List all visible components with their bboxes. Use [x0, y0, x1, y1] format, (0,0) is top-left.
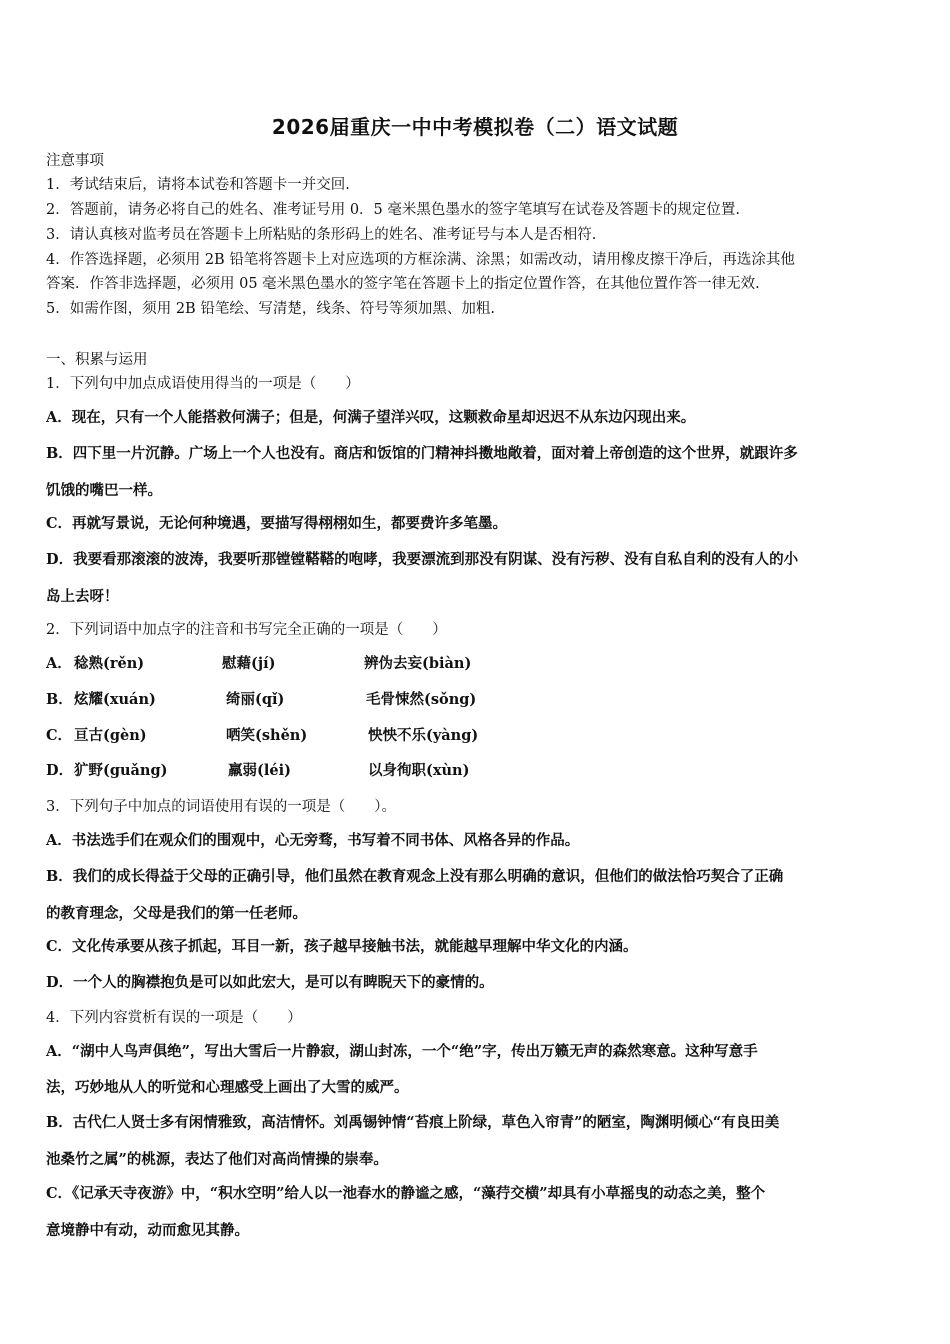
- option-word: 亘古(gèn): [74, 727, 147, 744]
- option-word: 犷野(guǎng): [74, 762, 168, 779]
- question-1-option-b-cont: 饥饿的嘴巴一样。: [46, 482, 162, 499]
- question-3-option-a: A．书法选手们在观众们的围观中，心无旁骛，书写着不同书体、风格各异的作品。: [46, 832, 580, 849]
- question-1-stem: 1．下列句中加点成语使用得当的一项是（ ）: [46, 376, 360, 392]
- option-word: 羸弱(léi): [228, 762, 291, 779]
- notice-item: 2．答题前，请务必将自己的姓名、准考证号用 0．5 毫米黑色墨水的签字笔填写在试卷及答题卡的规定位置.: [46, 202, 740, 218]
- question-4-option-c-cont: 意境静中有动，动而愈见其静。: [46, 1222, 249, 1239]
- question-3-stem: 3．下列句子中加点的词语使用有误的一项是（ ）。: [46, 799, 396, 815]
- notice-item: 1．考试结束后，请将本试卷和答题卡一并交回.: [46, 177, 350, 193]
- question-3-option-b-cont: 的教育理念，父母是我们的第一任老师。: [46, 905, 307, 922]
- option-word: 哂笑(shěn): [226, 727, 308, 744]
- option-label: C．: [46, 727, 73, 744]
- question-4-option-a: A．“湖中人鸟声俱绝”，写出大雪后一片静寂，湖山封冻，一个“绝”字，传出万籁无声的森然寒意。这种写意手: [46, 1043, 758, 1060]
- option-label: D．: [46, 762, 74, 779]
- option-word: 慰藉(jí): [222, 655, 276, 672]
- section-heading: 一、积累与运用: [46, 352, 148, 368]
- option-word: 炫耀(xuán): [74, 691, 156, 708]
- option-word: 辨伪去妄(biàn): [364, 655, 472, 672]
- option-label: A．: [46, 655, 72, 672]
- option-word: 怏怏不乐(yàng): [368, 727, 479, 744]
- question-4-option-a-cont: 法，巧妙地从人的听觉和心理感受上画出了大雪的威严。: [46, 1079, 409, 1096]
- option-word: 毛骨悚然(sǒng): [366, 691, 477, 708]
- question-4-option-b: B．古代仁人贤士多有闲情雅致，高洁情怀。刘禹锡钟情“苔痕上阶绿，草色入帘青”的陋室，陶渊明倾心“有良田美: [46, 1114, 780, 1131]
- page-title: 2026届重庆一中中考模拟卷（二）语文试题: [271, 115, 679, 139]
- question-1-option-b: B．四下里一片沉静。广场上一个人也没有。商店和饭馆的门精神抖擞地敞着，面对着上帝创造的这个世界，就跟许多: [46, 445, 798, 462]
- notice-item: 3．请认真核对监考员在答题卡上所粘贴的条形码上的姓名、准考证号与本人是否相符.: [46, 227, 597, 243]
- option-word: 以身徇职(xùn): [368, 762, 470, 779]
- question-3-option-b: B．我们的成长得益于父母的正确引导，他们虽然在教育观念上没有那么明确的意识，但他们的做法恰巧契合了正确: [46, 868, 784, 885]
- question-4-option-b-cont: 池桑竹之属”的桃源，表达了他们对高尚情操的崇奉。: [46, 1151, 388, 1168]
- notice-item: 5．如需作图，须用 2B 铅笔绘、写清楚，线条、符号等须加黑、加粗.: [46, 301, 495, 317]
- option-label: B．: [46, 691, 73, 708]
- notice-item: 答案．作答非选择题，必须用 05 毫米黑色墨水的签字笔在答题卡上的指定位置作答，在其他位置作答一律无效.: [46, 276, 760, 292]
- question-1-option-d: D．我要看那滚滚的波涛，我要听那镗镗鞳鞳的咆哮，我要漂流到那没有阴谋、没有污秽、没有自私自利的没有人的小: [46, 551, 799, 568]
- question-4-stem: 4．下列内容赏析有误的一项是（ ）: [46, 1010, 302, 1026]
- question-1-option-d-cont: 岛上去呀！: [46, 588, 119, 605]
- question-3-option-c: C．文化传承要从孩子抓起，耳目一新，孩子越早接触书法，就能越早理解中华文化的内涵。: [46, 938, 638, 955]
- question-1-option-c: C．再就写景说，无论何种境遇，要描写得栩栩如生，都要费许多笔墨。: [46, 515, 508, 532]
- question-3-option-d: D．一个人的胸襟抱负是可以如此宏大，是可以有睥睨天下的豪情的。: [46, 974, 494, 991]
- question-1-option-a: A．现在，只有一个人能搭救何满子；但是，何满子望洋兴叹，这颗救命星却迟迟不从东边闪现出来。: [46, 409, 696, 426]
- notice-heading: 注意事项: [46, 153, 104, 169]
- question-4-option-c: C．《记承天寺夜游》中，“积水空明”给人以一池春水的静谧之感，“藻荇交横”却具有小草摇曳的动态之美，整个: [46, 1185, 766, 1202]
- option-word: 稔熟(rěn): [74, 655, 145, 672]
- question-2-stem: 2．下列词语中加点字的注音和书写完全正确的一项是（ ）: [46, 622, 447, 638]
- notice-item: 4．作答选择题，必须用 2B 铅笔将答题卡上对应选项的方框涂满、涂黑；如需改动，请用橡皮擦干净后，再选涂其他: [46, 252, 795, 268]
- option-word: 绮丽(qǐ): [226, 691, 285, 708]
